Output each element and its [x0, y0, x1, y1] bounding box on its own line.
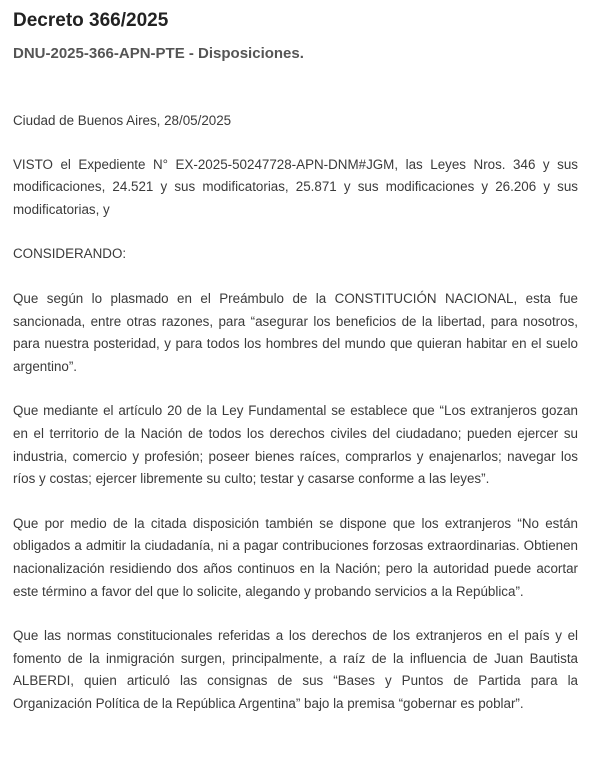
decree-title: Decreto 366/2025	[13, 10, 169, 31]
articulo-20-paragraph: Que mediante el artículo 20 de la Ley Fundamental se establece que “Los extranjeros gozan en el territorio de la Nación de todos los derechos civiles del ciudadano; pueden ejercer su industria, comercio y profesión; poseer bienes raíces, comprarlos y enajenarlos; navegar los ríos y costas; ejercer libremente su culto; testar y casarse conforme a las leyes”.	[13, 403, 578, 487]
decree-subtitle: DNU-2025-366-APN-PTE - Disposiciones.	[13, 45, 304, 62]
visto-paragraph: VISTO el Expediente N° EX-2025-50247728-APN-DNM#JGM, las Leyes Nros. 346 y sus modificaciones, 24.521 y sus modificatorias, 25.871 y sus modificaciones y 26.206 y sus modificatorias, y	[13, 156, 578, 217]
decree-body	[13, 110, 578, 715]
alberdi-paragraph: Que las normas constitucionales referidas a los derechos de los extranjeros en el país y el fomento de la inmigración surgen, principalmente, a raíz de la influencia de Juan Bautista ALBERDI, quien articuló las consignas de sus “Bases y Puntos de Partida para la Organización Política de la República Argentina” bajo la premisa “gobernar es poblar”.	[13, 628, 578, 711]
preambulo-paragraph: Que según lo plasmado en el Preámbulo de la CONSTITUCIÓN NACIONAL, esta fue sancionada, entre otras razones, para “asegurar los beneficios de la libertad, para nosotros, para nuestra posteridad, y para todos los hombres del mundo que quieran habitar en el suelo argentino”.	[13, 290, 578, 374]
extranjeros-paragraph: Que por medio de la citada disposición también se dispone que los extranjeros “No están obligados a admitir la ciudadanía, ni a pagar contribuciones forzosas extraordinarias. Obtienen nacionalización residiendo dos años continuos en la Nación; pero la autoridad puede acortar este término a favor del que lo solicite, alegando y probando servicios a la República”.	[13, 515, 578, 599]
place-date: Ciudad de Buenos Aires, 28/05/2025	[13, 113, 232, 128]
considerando-heading: CONSIDERANDO:	[13, 246, 127, 262]
